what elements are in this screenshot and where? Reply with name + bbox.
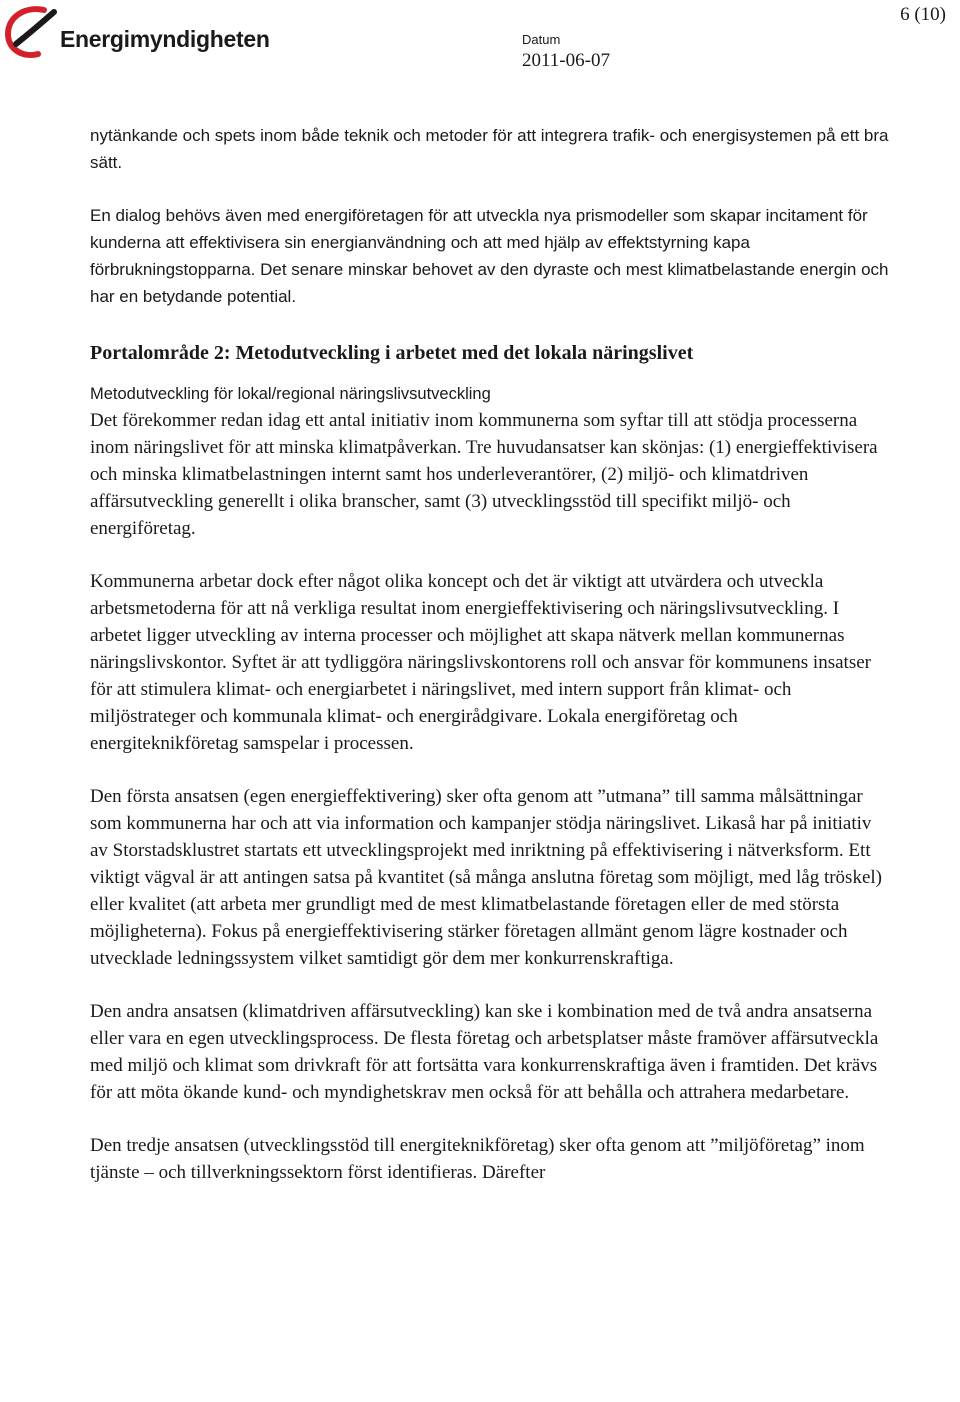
energimyndigheten-logo (4, 4, 270, 60)
paragraph-first-approach: Den första ansatsen (egen energieffektivering) sker ofta genom att ”utmana” till samma målsättningar som kommunerna har och att via information och kampanjer stödja näringslivet. Likaså har på initiativ av Storstadsklustret startats ett utvecklingsprojekt med inriktning på effektivisering i nätverksform. Ett viktigt vägval är att antingen satsa på kvantitet (så många anslutna företag som möjligt, med låg tröskel) eller kvalitet (att arbeta mer grundligt med de mest klimatbelastande företagen eller de med största möjligheterna). Fokus på energieffektivisering stärker företagen allmänt genom lägre kostnader och utvecklade ledningssystem vilket samtidigt gör dem mer konkurrenskraftiga. (90, 786, 882, 969)
paragraph-second-approach: Den andra ansatsen (klimatdriven affärsutveckling) kan ske i kombination med de två andra ansatserna eller vara en egen utvecklingsprocess. De flesta företag och arbetsplatser måste framöver affärsutveckla med miljö och klimat som drivkraft för att fortsätta vara konkurrenskraftiga även i framtiden. Det krävs för att möta ökande kund- och myndighetskrav men också för att behålla och attrahera medarbetare. (90, 1001, 879, 1103)
paragraph-third-approach: Den tredje ansatsen (utvecklingsstöd till energiteknikföretag) sker ofta genom att ”miljöföretag” inom tjänste – och tillverkningssektorn först identifieras. Därefter (90, 1135, 865, 1183)
dialog-paragraph: En dialog behövs även med energiföretagen för att utveckla nya prismodeller som skapar incitament för kunderna att effektivisera sin energianvändning och att med hjälp av effektstyrning kapa förbrukningstopparna. Det senare minskar behovet av den dyraste och mest klimatbelastande energin och har en betydande potential. (90, 206, 889, 306)
paragraph-initiatives: Det förekommer redan idag ett antal initiativ inom kommunerna som syftar till att stödja processerna inom näringslivet för att minska klimatpåverkan. Tre huvudansatser kan skönjas: (1) energieffektivisera och minska klimatbelastningen internt samt hos underleverantörer, (2) miljö- och klimatdriven affärsutveckling generellt i olika branscher, samt (3) utvecklingsstöd till specifikt miljö- och energiföretag. (90, 410, 878, 539)
date-label: Datum (522, 32, 561, 47)
date-value: 2011-06-07 (522, 50, 610, 71)
intro-paragraph: nytänkande och spets inom både teknik och metoder för att integrera trafik- och energisystemen på ett bra sätt. (90, 126, 889, 172)
section-heading: Portalområde 2: Metodutveckling i arbetet med det lokala näringslivet (90, 342, 694, 364)
logo-swoosh-icon (4, 4, 60, 60)
subheading: Metodutveckling för lokal/regional näringslivsutveckling (90, 385, 491, 403)
logo-text: Energimyndigheten (60, 26, 270, 52)
paragraph-concepts: Kommunerna arbetar dock efter något olika koncept och det är viktigt att utvärdera och utveckla arbetsmetoderna för att nå verkliga resultat inom energieffektivisering och näringslivsutveckling. I arbetet ligger utveckling av interna processer och möjlighet att skapa nätverk mellan kommunernas näringslivskontor. Syftet är att tydliggöra näringslivskontorens roll och ansvar för kommunens insatser för att stimulera klimat- och energiarbetet i näringslivet, med intern support från klimat- och miljöstrateger och kommunala klimat- och energirådgivare. Lokala energiföretag och energiteknikföretag samspelar i processen. (90, 571, 871, 754)
document-body (90, 122, 890, 1186)
page-number: 6 (10) (900, 4, 946, 25)
